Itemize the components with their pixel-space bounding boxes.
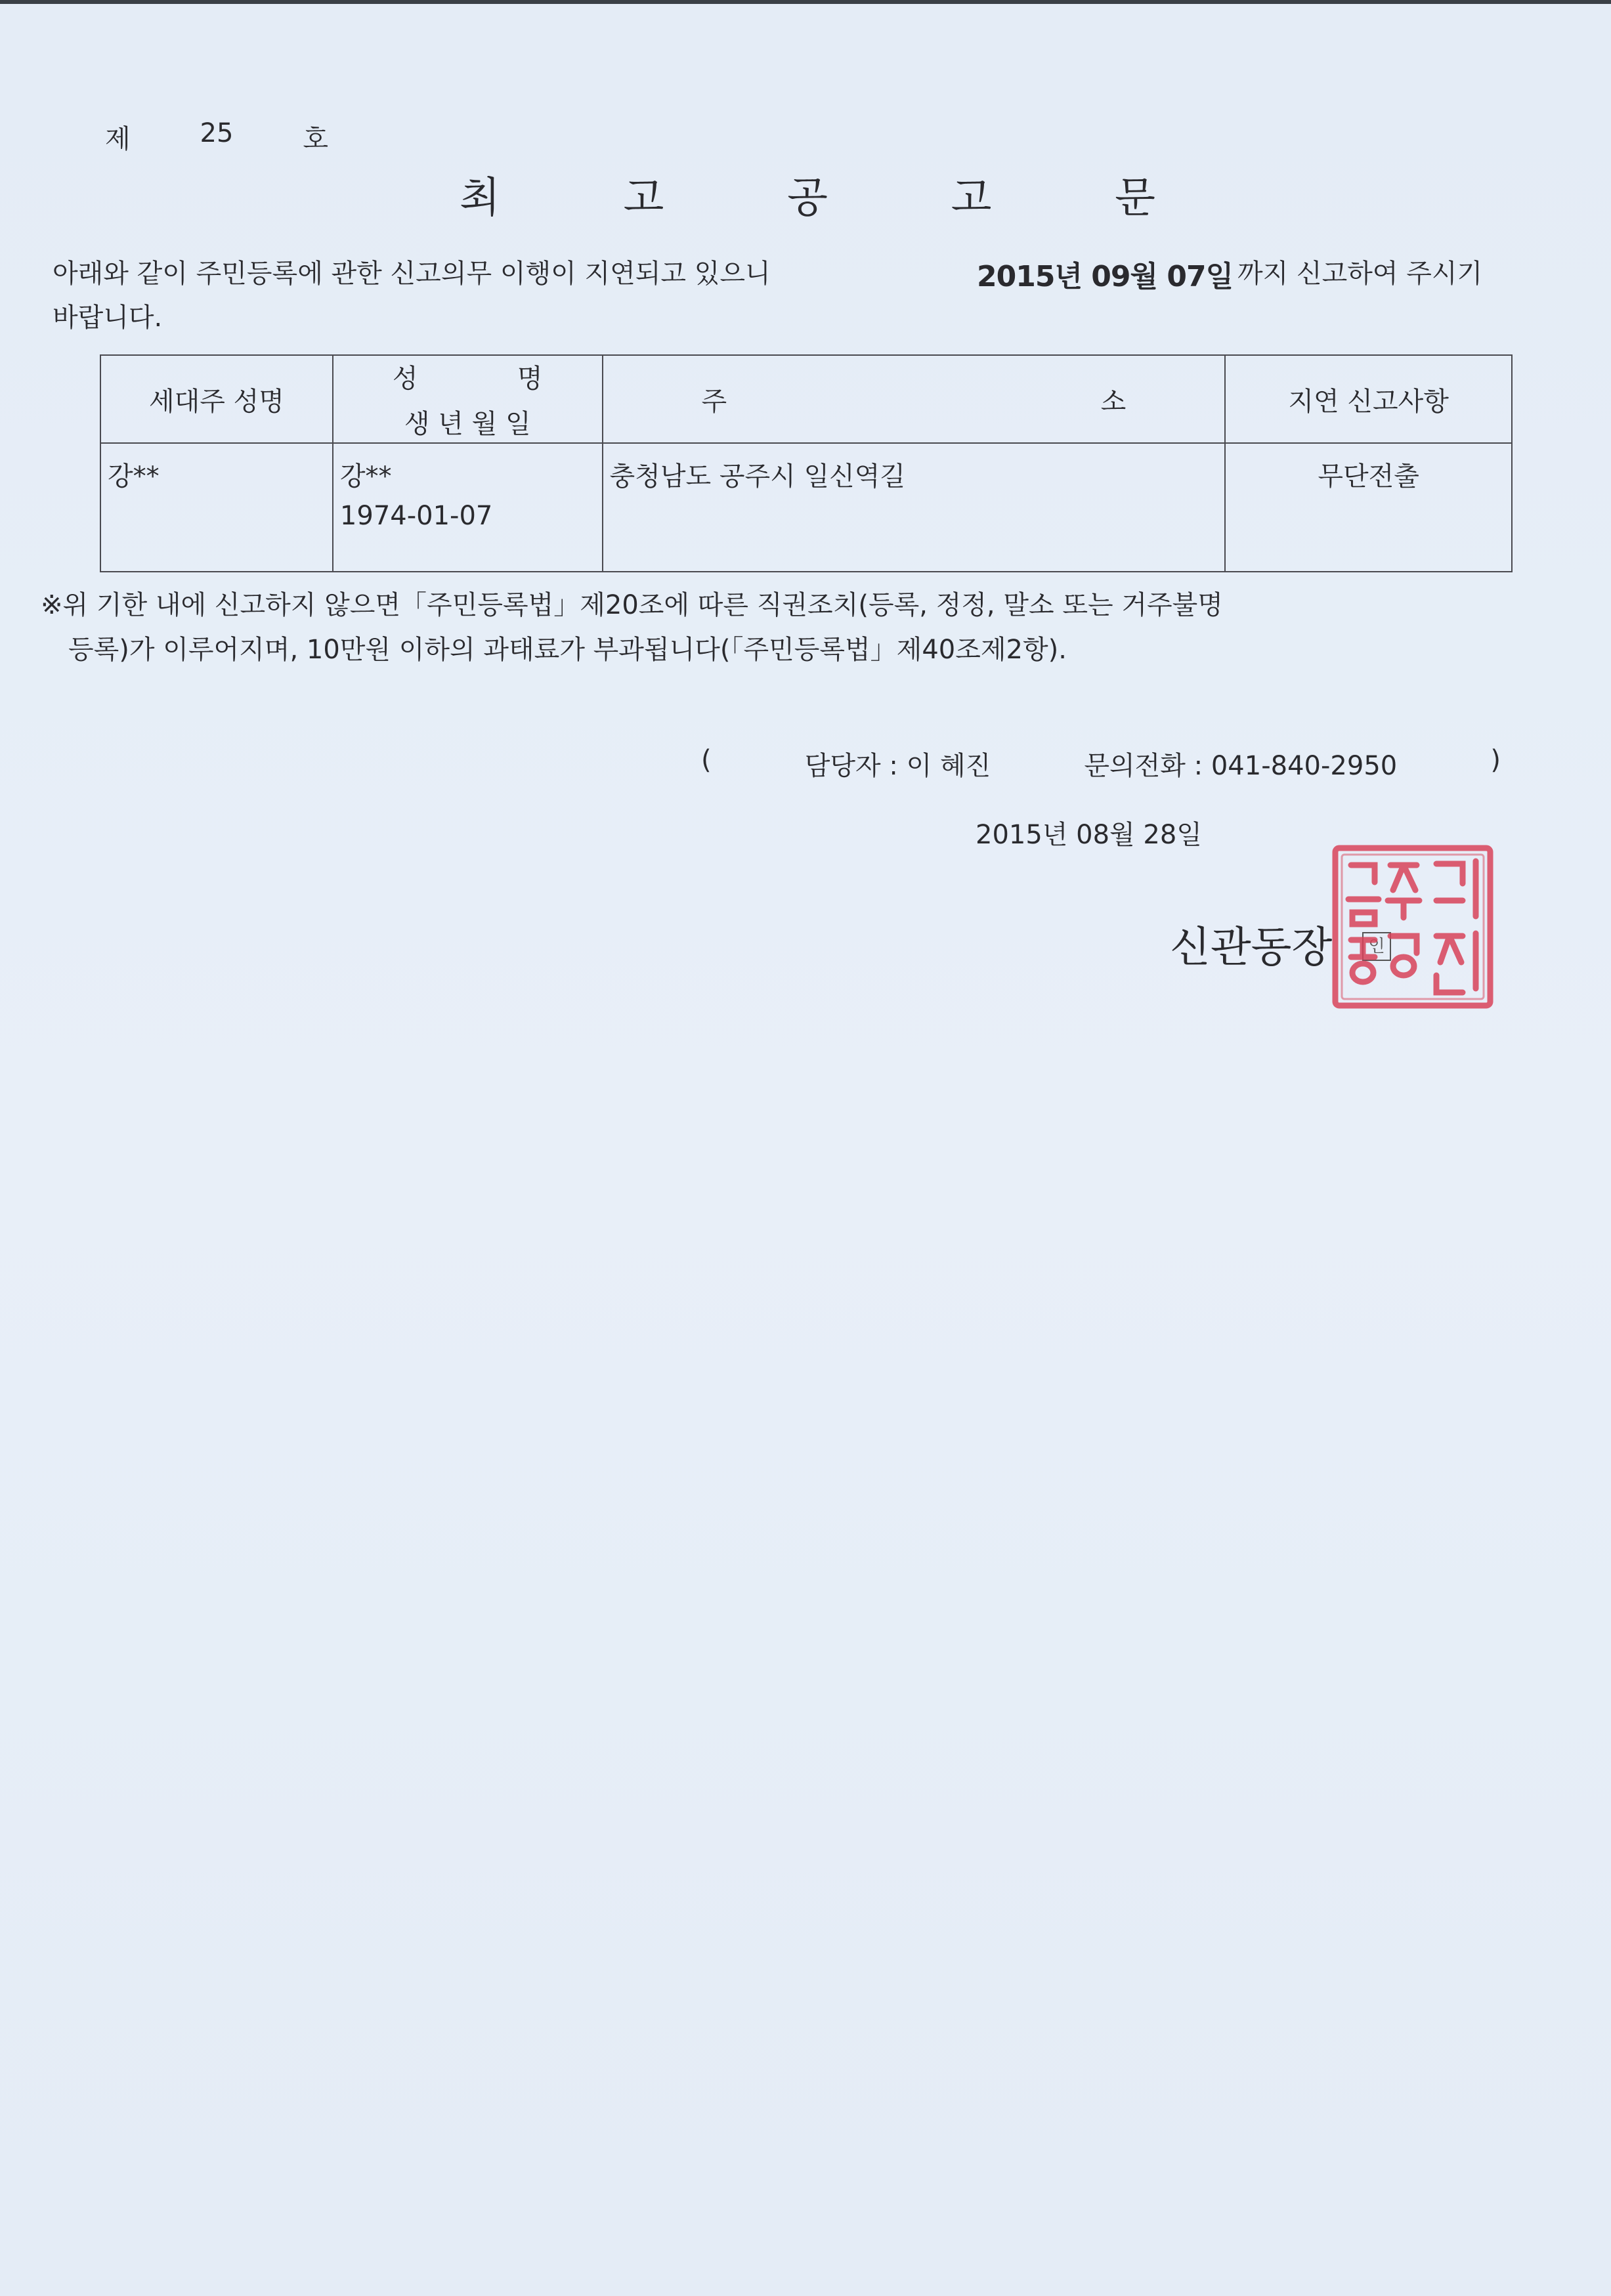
table-header-row [100,355,1512,443]
title-char: 고 [951,174,992,223]
contact-phone: 문의전화 : 041-840-2950 [1084,751,1398,781]
cell-overdue: 무단전출 [1225,443,1512,572]
document-number-prefix: 제 [105,124,131,154]
legal-note-line1: ※위 기한 내에 신고하지 않으면「주민등록법」제20조에 따른 직권조치(등록, 정정, 말소 또는 거주불명 [41,590,1223,620]
document-number [105,118,328,156]
official-seal-stamp-icon [1331,844,1494,1010]
header-name-birth [333,355,603,443]
seal-placeholder-mark: 인 [1362,932,1391,961]
table-row [100,443,1512,572]
title-char: 공 [787,174,828,223]
contact-close-paren: ) [1490,745,1501,775]
title-char: 최 [460,174,500,223]
issue-date: 2015년 08월 28일 [976,820,1202,850]
page-title [460,164,1155,224]
intro-text: 아래와 같이 주민등록에 관한 신고의무 이행이 지연되고 있으니 [53,259,771,289]
header-householder: 세대주 성명 [100,355,333,443]
header-address-right: 소 [1100,386,1127,417]
intro-text-after: 까지 신고하여 주시기 [1237,259,1483,289]
cell-birth: 1974-01-07 [339,501,493,531]
header-name-right: 명 [517,364,543,394]
scan-top-edge [0,0,1611,4]
header-address-left: 주 [701,386,727,417]
header-name-left: 성 [392,364,418,394]
contact-open-paren: ( [701,745,712,775]
cell-name: 강** [339,461,392,492]
title-char: 고 [623,174,664,223]
cell-name-birth [333,443,603,572]
signer-title: 신관동장 [1170,924,1333,972]
deadline-date: 2015년 09월 07일 [977,260,1234,293]
intro-text-tail: 바랍니다. [53,303,163,333]
legal-note-line2: 등록)가 이루어지며, 10만원 이하의 과태료가 부과됩니다(「주민등록법」제40조제2항). [68,635,1067,665]
overdue-report-table [100,354,1513,572]
contact-staff: 담당자 : 이 혜진 [804,751,991,781]
cell-householder: 강** [100,443,333,572]
title-char: 문 [1115,174,1155,223]
header-overdue: 지연 신고사항 [1225,355,1512,443]
document-number-suffix: 호 [303,124,328,154]
document-number-value: 25 [200,118,234,148]
header-address [603,355,1226,443]
contact-info [701,745,1501,782]
cell-address: 충청남도 공주시 일신역길 [603,443,1226,572]
header-birth: 생 년 월 일 [404,409,531,439]
